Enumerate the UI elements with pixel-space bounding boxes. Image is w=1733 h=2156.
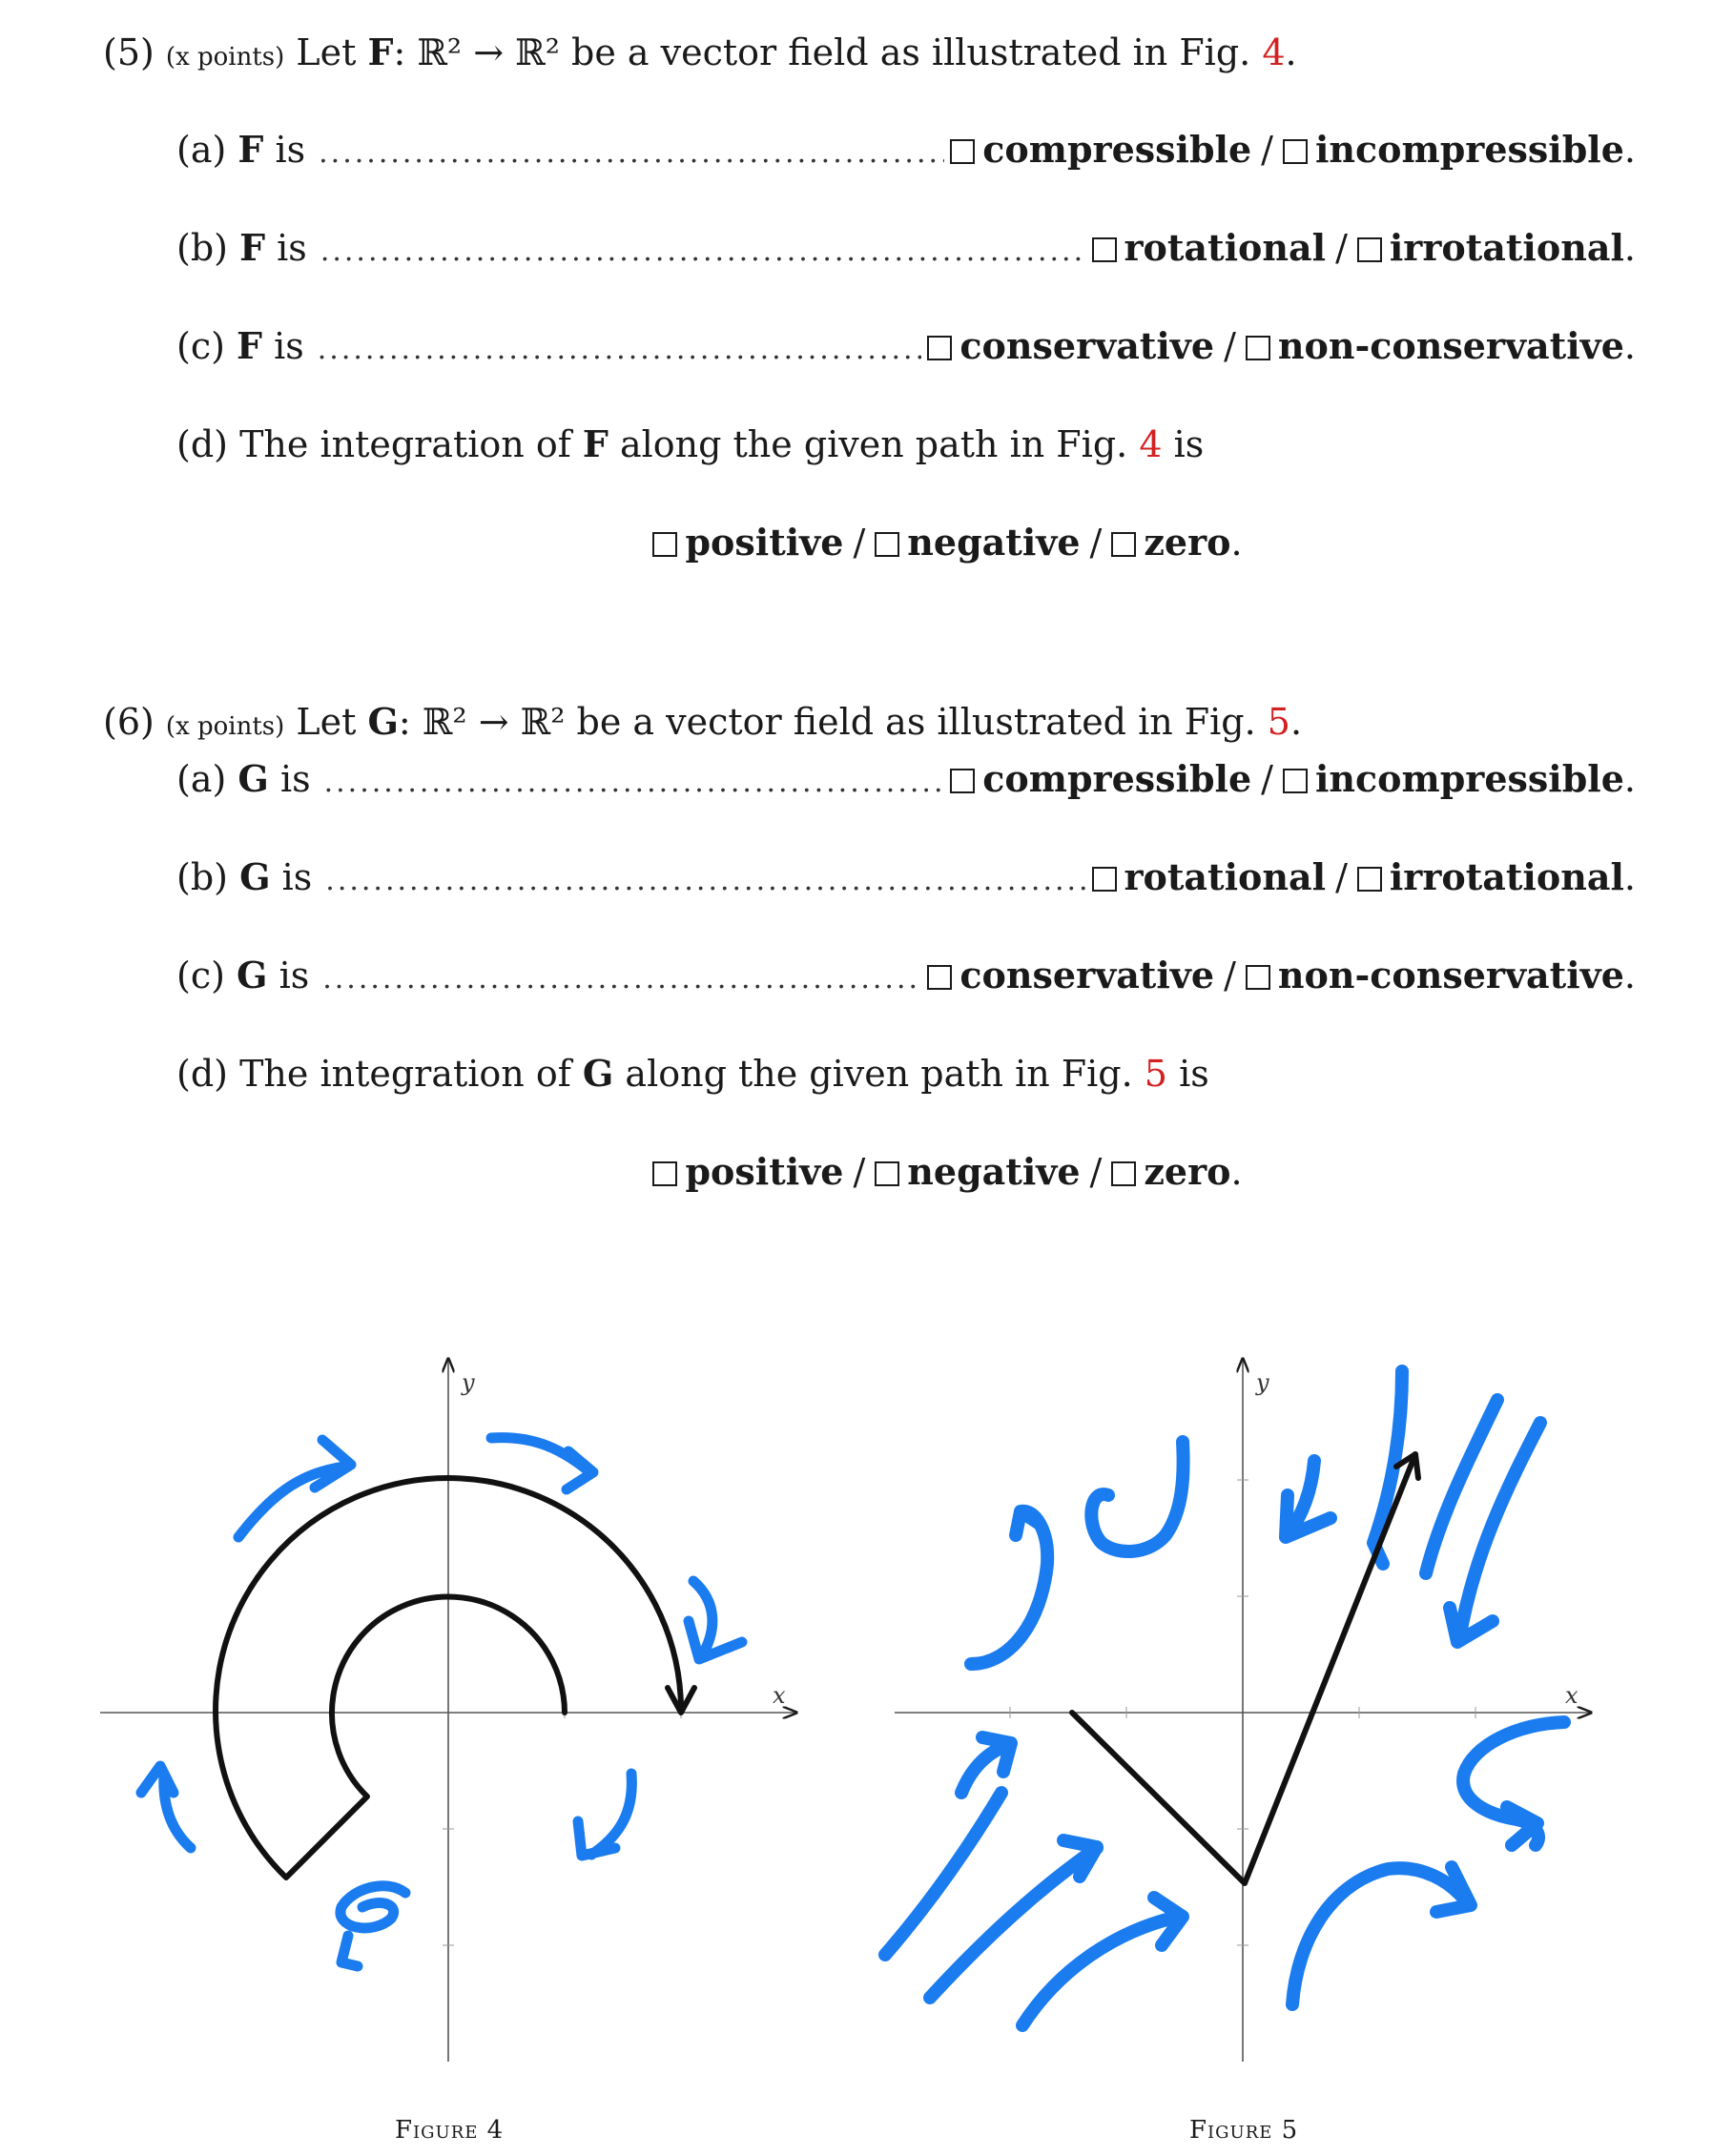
- fig5-arrow-top-loop: [1091, 1442, 1183, 1551]
- q6d-end: is: [1166, 1053, 1209, 1095]
- q6d-option-zero: zero: [1144, 1150, 1231, 1193]
- q5d-option-zero: zero: [1144, 521, 1231, 564]
- q5d-slash-2: /: [1089, 522, 1103, 564]
- fig4-x-label: x: [773, 1682, 786, 1709]
- q5c-label: (c): [176, 325, 225, 367]
- fig5-arrow-left-mid: [961, 1737, 1011, 1793]
- q6-points: (x points): [165, 712, 285, 741]
- fig5-arrow-bottom-right: [1292, 1867, 1471, 2004]
- q5-field: F: [367, 31, 394, 73]
- q6b-period: .: [1623, 856, 1636, 898]
- q5c-is: is: [274, 325, 304, 367]
- q5b-field: F: [239, 226, 266, 269]
- q5d-end: is: [1162, 423, 1205, 465]
- fig4-caption: Figure 4: [395, 2116, 505, 2145]
- q5c-slash: /: [1224, 325, 1236, 367]
- q6-field: G: [367, 700, 399, 743]
- q6d-slash-1: /: [853, 1151, 866, 1193]
- q6d-period: .: [1230, 1151, 1243, 1193]
- q6-number: (6): [103, 701, 155, 743]
- q5d-label: (d): [176, 423, 228, 465]
- fig5-caption: Figure 5: [1189, 2116, 1299, 2145]
- q6c-period: .: [1623, 955, 1636, 996]
- q6a-period: .: [1623, 758, 1636, 800]
- q5-stem-mid: : ℝ² → ℝ² be a vector field as illustrated in Fig.: [393, 31, 1263, 73]
- q5-number: (5): [103, 31, 155, 73]
- fig4-y-label: y: [462, 1369, 475, 1396]
- q6a-field: G: [237, 757, 269, 800]
- q5-points: (x points): [165, 43, 285, 72]
- q6c-label: (c): [176, 955, 225, 996]
- q5-stem-pre: Let: [296, 31, 368, 73]
- q5b-slash: /: [1335, 227, 1348, 269]
- q6a-is: is: [279, 758, 311, 800]
- q5a-label: (a): [176, 129, 227, 171]
- q6c-option-2: non-conservative: [1277, 954, 1624, 996]
- q5a-field: F: [237, 128, 264, 171]
- q6a-option-1: compressible: [982, 757, 1252, 800]
- q6c-is: is: [279, 955, 310, 996]
- fig5-arrow-top-middle: [1286, 1461, 1331, 1537]
- q5a-option-1: compressible: [982, 128, 1252, 171]
- q5d-slash-1: /: [853, 522, 866, 564]
- q6d-label: (d): [176, 1053, 228, 1095]
- q5d-fig-ref[interactable]: 4: [1139, 423, 1163, 465]
- q5c-option-1: conservative: [959, 324, 1215, 367]
- fig5-arrow-bottom-mid: [1022, 1898, 1183, 2025]
- fig5-axes: [895, 1359, 1591, 2062]
- fig5-y-label: y: [1256, 1369, 1269, 1396]
- q5d-mid: along the given path in Fig.: [608, 423, 1140, 465]
- q6c-option-1: conservative: [959, 954, 1215, 996]
- q5b-option-2: irrotational: [1389, 226, 1624, 269]
- q6d-slash-2: /: [1089, 1151, 1103, 1193]
- q5c-period: .: [1623, 325, 1636, 367]
- q6-fig-ref[interactable]: 5: [1267, 701, 1290, 743]
- q5d-field: F: [582, 422, 609, 465]
- q6b-is: is: [281, 856, 313, 898]
- q6d-option-negative: negative: [907, 1150, 1081, 1193]
- q6-stem-end: .: [1289, 701, 1303, 743]
- q6a-slash: /: [1261, 758, 1273, 800]
- q6-stem-mid: : ℝ² → ℝ² be a vector field as illustrated in Fig.: [398, 701, 1268, 743]
- q5b-option-1: rotational: [1124, 226, 1327, 269]
- q6c-field: G: [237, 954, 268, 996]
- fig5-x-label: x: [1565, 1682, 1578, 1709]
- q5c-field: F: [237, 324, 263, 367]
- q5-stem-end: .: [1285, 31, 1297, 73]
- q5d-option-negative: negative: [907, 521, 1081, 564]
- q5a-is: is: [275, 129, 306, 171]
- q6d-option-positive: positive: [685, 1150, 844, 1193]
- q6d-fig-ref[interactable]: 5: [1144, 1053, 1167, 1095]
- fig5-arrow-bottom-left: [885, 1793, 1001, 1955]
- fig5-arrow-right-curl: [1463, 1722, 1564, 1845]
- q5c-option-2: non-conservative: [1277, 324, 1624, 367]
- q6d-field: G: [582, 1052, 614, 1095]
- fig5-path: [1072, 1454, 1418, 1883]
- q6d-pre: The integration of: [239, 1053, 583, 1095]
- q6-stem-pre: Let: [296, 701, 368, 743]
- q5b-is: is: [277, 227, 307, 269]
- q5d-option-positive: positive: [685, 521, 844, 564]
- q6c-slash: /: [1224, 955, 1236, 996]
- fig5-arrow-top-right-double: [1426, 1400, 1540, 1642]
- q6b-slash: /: [1335, 856, 1348, 898]
- q5b-period: .: [1623, 227, 1636, 269]
- fig5-arrow-top-left-curl: [971, 1511, 1047, 1664]
- q6b-field: G: [239, 855, 271, 898]
- q6d-mid: along the given path in Fig.: [613, 1053, 1145, 1095]
- q5d-period: .: [1230, 522, 1243, 564]
- q5-fig-ref[interactable]: 4: [1262, 31, 1286, 73]
- q6b-label: (b): [176, 856, 228, 898]
- q5a-period: .: [1623, 129, 1636, 171]
- q6a-option-2: incompressible: [1314, 757, 1624, 800]
- q6a-label: (a): [176, 758, 227, 800]
- q5d-pre: The integration of: [239, 423, 583, 465]
- q5b-label: (b): [176, 227, 228, 269]
- fig5-field-arrows: [885, 1371, 1564, 2025]
- q5a-option-2: incompressible: [1314, 128, 1624, 171]
- q6b-option-2: irrotational: [1389, 855, 1624, 898]
- q5a-slash: /: [1261, 129, 1273, 171]
- q6b-option-1: rotational: [1124, 855, 1327, 898]
